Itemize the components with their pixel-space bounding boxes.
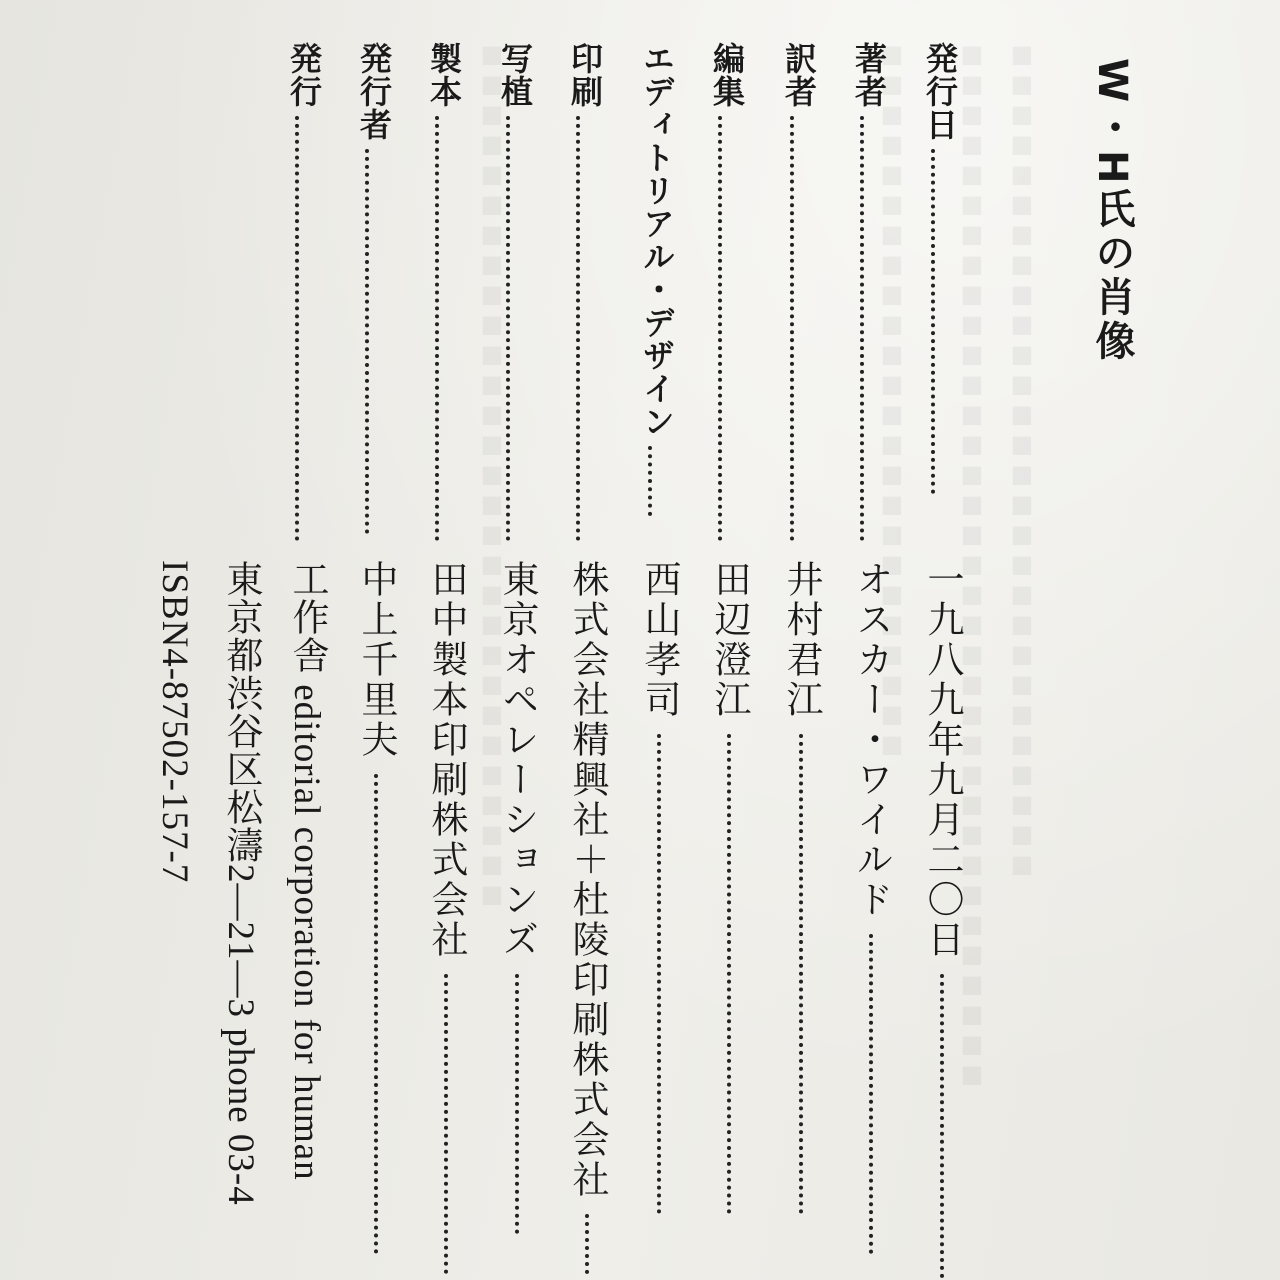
publisher-address: 東京都渋谷区松濤2—21—3 phone 03-4 [220,560,261,1206]
book-title: W・H氏の肖像 [1089,58,1135,364]
colophon-value-printing: 株式会社精興社＋杜陵印刷株式会社 [569,560,606,1274]
show-through-text: ■■■■■■■■■■■■■■■■■■■■■■■■■■■■ [1008,40,1036,880]
colophon-value-editorial-design: 西山孝司 [641,560,678,1214]
colophon-label-publication-date: 発行日 [924,42,956,494]
colophon-label-translator: 訳者 [783,42,815,541]
show-through-text: ■■■■■■■■■■■■■■■■■■■■■■■■■■■■■ [478,40,506,910]
colophon-value-publisher-person: 中上千里夫 [358,560,395,1254]
isbn: ISBN4-87502-157-7 [154,560,195,884]
show-through-text: ■■■■■■■■■■■■■■■■■■■■■■■■■■■■■■■■■■■ [958,40,986,1090]
colophon-value-editor: 田辺澄江 [711,560,748,1214]
colophon-label-author: 著者 [853,42,885,541]
colophon-value-translator: 井村君江 [783,560,820,1214]
colophon-value-author: オスカー・ワイルド [853,560,890,1254]
show-through-text: ■■■■■■■■■■■■■■■■■■■■■■■■ [878,40,906,760]
colophon-value-publication-date: 一九八九年九月二〇日 [924,560,961,1280]
colophon-label-typesetting: 写植 [499,42,531,541]
colophon-value-publisher: 工作舎 editorial corporation for human [286,560,327,1181]
colophon-label-printing: 印刷 [569,42,601,541]
colophon-label-binding: 製本 [428,42,460,541]
colophon-value-binding: 田中製本印刷株式会社 [428,560,465,1274]
colophon-value-typesetting: 東京オペレーションズ [499,560,536,1234]
colophon-label-editorial-design: エディトリアル・デザイン [641,42,673,516]
colophon-label-publisher-person: 発行者 [358,42,390,534]
colophon-label-editor: 編集 [711,42,743,541]
colophon-label-publisher: 発行 [288,42,320,541]
